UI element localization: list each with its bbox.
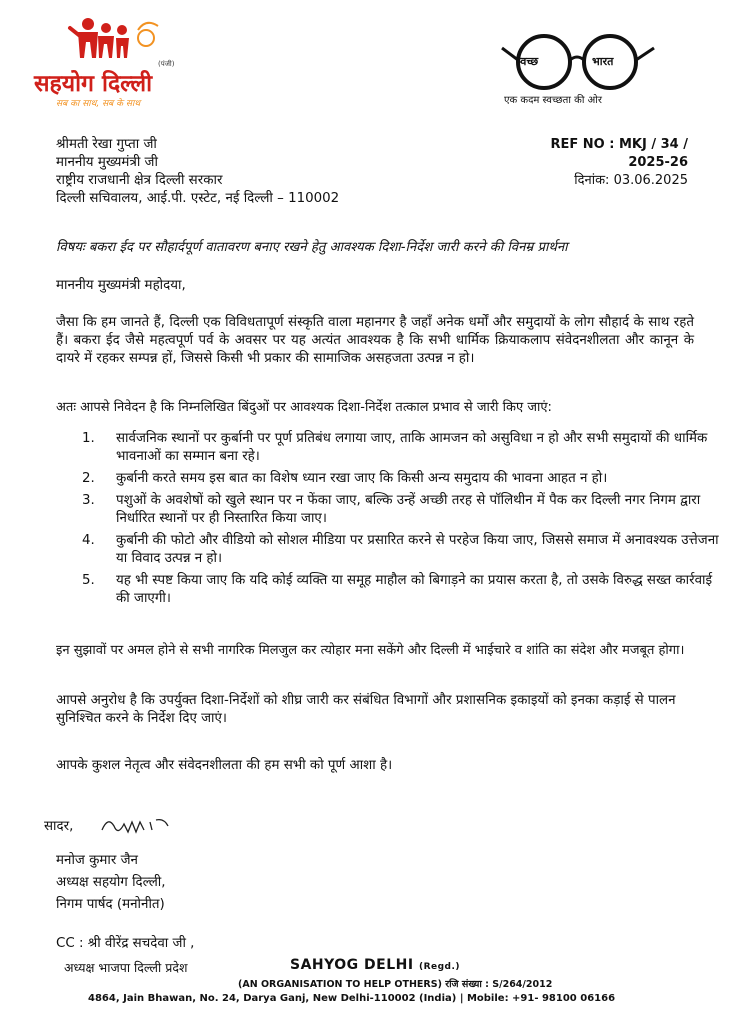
list-text: कुर्बानी करते समय इस बात का विशेष ध्यान रखा जाए कि किसी अन्य समुदाय की भावना आहत न हो। xyxy=(116,471,608,486)
list-item xyxy=(82,430,720,466)
footer-org-name: SAHYOG DELHI xyxy=(290,957,414,973)
recipient-address xyxy=(56,136,456,208)
footer-address: 4864, Jain Bhawan, No. 24, Darya Ganj, New Delhi-110002 (India) | Mobile: +91- 98100 06166 xyxy=(88,993,616,1004)
address-line: माननीय मुख्यमंत्री जी xyxy=(56,155,158,170)
reference-number: REF NO : MKJ / 34 / 2025-26 xyxy=(550,137,688,170)
list-number: 1. xyxy=(82,431,95,446)
list-number: 3. xyxy=(82,493,95,508)
brand-name: सहयोग दिल्ली xyxy=(34,71,153,97)
salutation: माननीय मुख्यमंत्री महोदया, xyxy=(56,278,186,293)
signatory-name: मनोज कुमार जैन xyxy=(56,853,138,868)
paragraph-request: अतः आपसे निवेदन है कि निम्नलिखित बिंदुओं पर आवश्यक दिशा-निर्देश तत्काल प्रभाव से जारी किए जाएं: xyxy=(56,400,552,415)
closing-word: सादर, xyxy=(44,819,74,834)
paragraph-appeal: आपसे अनुरोध है कि उपर्युक्त दिशा-निर्देशों को शीघ्र जारी कर संबंधित विभागों और प्रशासनिक इकाइयों को इनका कड़ाई से पालन सुनिश्चित करने के निर्देश दिए जाएं। xyxy=(56,693,676,726)
address-line: श्रीमती रेखा गुप्ता जी xyxy=(56,137,157,152)
footer-organisation xyxy=(290,957,460,973)
directive-list xyxy=(56,430,720,612)
list-text: कुर्बानी की फोटो और वीडियो को सोशल मीडिया पर प्रसारित करने से परहेज किया जाए, जिससे समाज में अनावश्यक उत्तेजना या विवाद उत्पन्न न हो। xyxy=(116,533,719,566)
paragraph-closing: आपके कुशल नेतृत्व और संवेदनशीलता की हम सभी को पूर्ण आशा है। xyxy=(56,758,393,773)
list-text: सार्वजनिक स्थानों पर कुर्बानी पर पूर्ण प्रतिबंध लगाया जाए, ताकि आमजन को असुविधा न हो और सभी समुदायों की धार्मिक भावनाओं का सम्मान बना रहे। xyxy=(116,431,708,464)
list-text: यह भी स्पष्ट किया जाए कि यदि कोई व्यक्ति या समूह माहौल को बिगाड़ने का प्रयास करता है, तो उसके विरुद्ध सख्त कार्रवाई की जाएगी। xyxy=(116,573,713,606)
registered-mark: (पंजी) xyxy=(158,60,175,68)
address-line: दिल्ली सचिवालय, आई.पी. एस्टेट, नई दिल्ली – 110002 xyxy=(56,191,340,206)
signatory-title: निगम पार्षद (मनोनीत) xyxy=(56,897,165,912)
list-item xyxy=(82,572,720,608)
subject-line: विषयः बकरा ईद पर सौहार्दपूर्ण वातावरण बनाए रखने हेतु आवश्यक दिशा-निर्देश जारी करने की विनम्र प्रार्थना xyxy=(56,240,568,255)
sahyog-delhi-logo xyxy=(26,8,206,113)
cc-line: CC : श्री वीरेंद्र सचदेवा जी , xyxy=(56,936,195,951)
list-item xyxy=(82,532,720,568)
footer-subtitle: (AN ORGANISATION TO HELP OTHERS) रजि संख्या : S/264/2012 xyxy=(238,979,553,990)
paragraph-intro: जैसा कि हम जानते हैं, दिल्ली एक विविधतापूर्ण संस्कृति वाला महानगर है जहाँ अनेक धर्मों और समुदायों के लोग सौहार्द के साथ रहते हैं। बकरा ईद जैसे महत्वपूर्ण पर्व के अवसर पर यह अत्यंत आवश्यक है कि सभी धार्मिक क्रियाकलाप संवेदनशीलता और कानून के दायरे में रहकर सम्पन्न हों, जिससे किसी भी प्रकार की सामाजिक असहजता उत्पन्न न हो। xyxy=(56,315,694,366)
list-number: 4. xyxy=(82,533,95,548)
cc-line: अध्यक्ष भाजपा दिल्ली प्रदेश xyxy=(64,960,188,975)
letter-date: दिनांक: 03.06.2025 xyxy=(574,173,688,188)
signature-block xyxy=(44,818,344,914)
bharat-word: भारत xyxy=(592,55,614,68)
swachh-word: स्वच्छ xyxy=(516,55,539,68)
list-number: 5. xyxy=(82,573,95,588)
swachh-bharat-logo xyxy=(498,30,668,110)
signatory-title: अध्यक्ष सहयोग दिल्ली, xyxy=(56,875,166,890)
handwritten-signature xyxy=(98,812,174,842)
reference-block xyxy=(508,136,688,190)
list-text: पशुओं के अवशेषों को खुले स्थान पर न फेंका जाए, बल्कि उन्हें अच्छी तरह से पॉलिथीन में पैक कर दिल्ली नगर निगम द्वारा निर्धारित स्थानों पर ही निस्तारित किया जाए। xyxy=(116,493,701,526)
list-number: 2. xyxy=(82,471,95,486)
list-item xyxy=(82,470,720,488)
brand-tagline: सब का साथ, सब के साथ xyxy=(56,99,141,109)
swachh-tagline: एक कदम स्वच्छता की ओर xyxy=(504,95,602,106)
paragraph-outcome: इन सुझावों पर अमल होने से सभी नागरिक मिलजुल कर त्योहार मना सकेंगे और दिल्ली में भाईचारे व शांति का संदेश और मजबूत होगा। xyxy=(56,643,685,658)
footer-regd: (Regd.) xyxy=(418,962,461,972)
address-line: राष्ट्रीय राजधानी क्षेत्र दिल्ली सरकार xyxy=(56,173,223,188)
list-item xyxy=(82,492,720,528)
